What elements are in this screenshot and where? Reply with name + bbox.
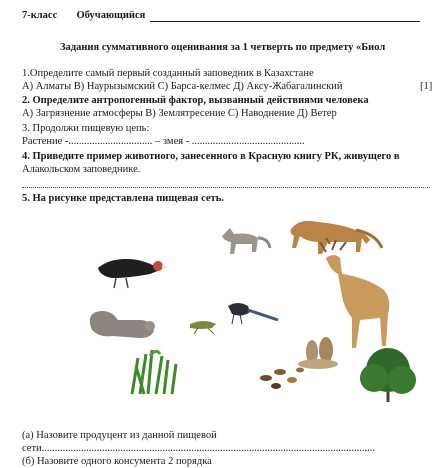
vulture-image bbox=[98, 259, 168, 288]
grass-image bbox=[132, 350, 176, 394]
student-name-line[interactable] bbox=[150, 11, 420, 22]
q2-text: 2. Определите антропогенный фактор, вызванный действиями человека bbox=[22, 95, 369, 106]
sub-a-answer[interactable]: сети............................................................................................................................... bbox=[22, 443, 376, 454]
sub-b-text: (б) Назовите одного консумента 2 порядка bbox=[22, 456, 212, 467]
header-row bbox=[22, 10, 420, 22]
q4-text: 4. Приведите пример животного, занесенного в Красную книгу РК, живущего в bbox=[22, 151, 400, 162]
student-label: Обучающийся bbox=[76, 10, 146, 21]
grasshopper-image bbox=[190, 321, 216, 334]
q1-mark: [1] bbox=[420, 81, 432, 92]
shrub-image bbox=[360, 348, 416, 402]
cougar-image bbox=[290, 221, 382, 254]
q4-text-2: Алакольском заповеднике. bbox=[22, 164, 141, 175]
page-title: Задания суммативного оценивания за 1 четверть по предмету «Биол bbox=[60, 42, 386, 53]
q5-text: 5. На рисунке представлена пищевая сеть. bbox=[22, 193, 224, 204]
q2-options: А) Загрязнение атмосферы В) Землятресение С) Наводнение Д) Ветер bbox=[22, 108, 337, 119]
q3-text: 3. Продолжи пищевую цепь: bbox=[22, 123, 150, 134]
deer-image bbox=[320, 238, 389, 348]
q3-chain[interactable]: Растение -................................ – змея - ........................................... bbox=[22, 136, 305, 147]
q1-text: 1.Определите самый первый созданный заповедник в Казахстане bbox=[22, 68, 314, 79]
sub-a-text: (а) Назовите продуцент из данной пищевой bbox=[22, 430, 217, 441]
fox-image bbox=[222, 228, 270, 254]
squirrel-image bbox=[90, 311, 155, 338]
q1-options: А) Алматы В) Наурызымский С) Барса-келмес Д) Аксу-Жабагалинский bbox=[22, 81, 343, 92]
food-web-illustration bbox=[0, 208, 432, 420]
magpie-image bbox=[228, 303, 278, 324]
class-label: 7-класс bbox=[22, 10, 58, 21]
marmots-image bbox=[298, 337, 338, 369]
q4-answer-line[interactable] bbox=[22, 186, 430, 188]
food-web-figure bbox=[0, 208, 432, 420]
seeds-image bbox=[260, 368, 304, 390]
